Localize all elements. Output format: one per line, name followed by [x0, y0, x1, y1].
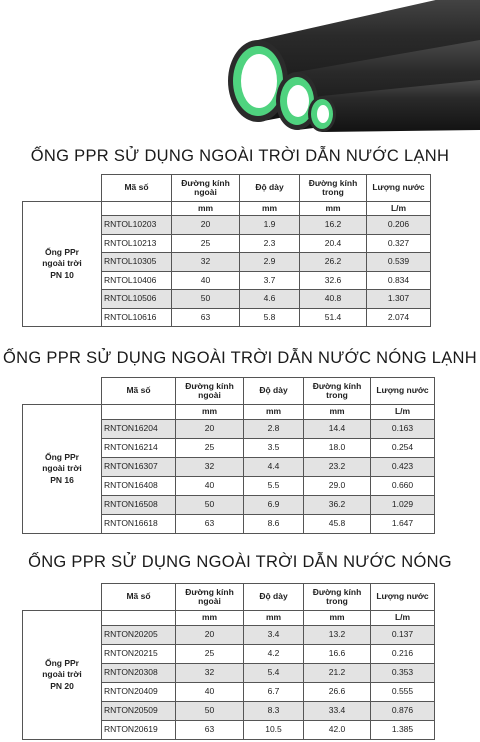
outer-diameter: 25	[172, 234, 240, 253]
inner-diameter: 20.4	[300, 234, 367, 253]
pipes-product-image	[0, 0, 480, 140]
outer-diameter: 50	[176, 702, 244, 721]
unit-cell: mm	[304, 405, 371, 420]
group-label-line: PN 20	[50, 680, 74, 691]
water-volume: 1.029	[371, 496, 435, 515]
column-header: Lượng nước	[371, 584, 435, 611]
group-label-line: ngoài trời	[42, 463, 82, 474]
group-label	[23, 405, 102, 534]
outer-diameter: 20	[176, 420, 244, 439]
outer-diameter: 20	[176, 626, 244, 645]
outer-diameter: 40	[176, 477, 244, 496]
water-volume: 0.206	[367, 216, 431, 235]
unit-cell: mm	[176, 405, 244, 420]
inner-diameter: 16.2	[300, 216, 367, 235]
inner-diameter: 32.6	[300, 271, 367, 290]
inner-diameter: 33.4	[304, 702, 371, 721]
outer-diameter: 40	[172, 271, 240, 290]
inner-diameter: 16.6	[304, 645, 371, 664]
unit-cell: L/m	[371, 405, 435, 420]
water-volume: 0.327	[367, 234, 431, 253]
product-code: RNTON16618	[102, 515, 176, 534]
section-title: ỐNG PPR SỬ DỤNG NGOÀI TRỜI DẪN NƯỚC NÓNG	[28, 553, 452, 571]
unit-cell: L/m	[371, 611, 435, 626]
column-header: Độ dày	[244, 378, 304, 405]
wall-thickness: 3.4	[244, 626, 304, 645]
unit-cell	[102, 405, 176, 420]
water-volume: 1.307	[367, 290, 431, 309]
water-volume: 0.216	[371, 645, 435, 664]
wall-thickness: 5.5	[244, 477, 304, 496]
column-header: Lượng nước	[371, 378, 435, 405]
wall-thickness: 3.7	[240, 271, 300, 290]
inner-diameter: 51.4	[300, 308, 367, 327]
group-label-line: PN 10	[50, 269, 74, 280]
spec-table	[22, 377, 435, 534]
product-code: RNTON16204	[102, 420, 176, 439]
outer-diameter: 32	[176, 458, 244, 477]
section-title: ỐNG PPR SỬ DỤNG NGOÀI TRỜI DẪN NƯỚC LẠNH	[30, 147, 450, 165]
product-code: RNTON20308	[102, 664, 176, 683]
column-header: Đường kính ngoài	[176, 584, 244, 611]
group-label-line: PN 16	[50, 474, 74, 485]
inner-diameter: 14.4	[304, 420, 371, 439]
wall-thickness: 6.7	[244, 683, 304, 702]
water-volume: 0.423	[371, 458, 435, 477]
inner-diameter: 36.2	[304, 496, 371, 515]
water-volume: 0.876	[371, 702, 435, 721]
group-label	[23, 202, 102, 327]
wall-thickness: 5.8	[240, 308, 300, 327]
wall-thickness: 10.5	[244, 721, 304, 740]
wall-thickness: 8.6	[244, 515, 304, 534]
column-header: Mã số	[102, 378, 176, 405]
outer-diameter: 25	[176, 645, 244, 664]
outer-diameter: 63	[176, 515, 244, 534]
inner-diameter: 23.2	[304, 458, 371, 477]
wall-thickness: 4.4	[244, 458, 304, 477]
group-label-line: ngoài trời	[42, 258, 82, 269]
unit-cell: mm	[240, 202, 300, 216]
outer-diameter: 32	[176, 664, 244, 683]
water-volume: 0.660	[371, 477, 435, 496]
group-label	[23, 611, 102, 740]
inner-diameter: 40.8	[300, 290, 367, 309]
unit-cell: mm	[244, 405, 304, 420]
water-volume: 0.555	[371, 683, 435, 702]
wall-thickness: 2.3	[240, 234, 300, 253]
spec-table	[22, 174, 431, 327]
column-header: Lượng nước	[367, 175, 431, 202]
column-header: Đường kính ngoài	[176, 378, 244, 405]
blank-cell	[23, 584, 102, 611]
product-code: RNTON20409	[102, 683, 176, 702]
product-code: RNTOL10406	[102, 271, 172, 290]
blank-cell	[23, 175, 102, 202]
inner-diameter: 42.0	[304, 721, 371, 740]
unit-cell: mm	[176, 611, 244, 626]
inner-diameter: 21.2	[304, 664, 371, 683]
water-volume: 1.647	[371, 515, 435, 534]
column-header: Đường kính trong	[304, 378, 371, 405]
unit-cell: mm	[300, 202, 367, 216]
inner-diameter: 26.2	[300, 253, 367, 272]
product-code: RNTON16408	[102, 477, 176, 496]
group-label-line: ngoài trời	[42, 669, 82, 680]
column-header: Đường kính trong	[304, 584, 371, 611]
column-header: Mã số	[102, 175, 172, 202]
outer-diameter: 50	[172, 290, 240, 309]
unit-cell: mm	[172, 202, 240, 216]
section-title: ỐNG PPR SỬ DỤNG NGOÀI TRỜI DẪN NƯỚC NÓNG LẠNH	[3, 349, 477, 367]
product-code: RNTON16508	[102, 496, 176, 515]
outer-diameter: 50	[176, 496, 244, 515]
column-header: Đường kính ngoài	[172, 175, 240, 202]
product-code: RNTOL10203	[102, 216, 172, 235]
product-code: RNTON16307	[102, 458, 176, 477]
wall-thickness: 8.3	[244, 702, 304, 721]
product-code: RNTOL10213	[102, 234, 172, 253]
product-code: RNTON20509	[102, 702, 176, 721]
wall-thickness: 3.5	[244, 439, 304, 458]
column-header: Đường kính trong	[300, 175, 367, 202]
wall-thickness: 1.9	[240, 216, 300, 235]
group-label-line: Ống PPr	[44, 657, 79, 668]
water-volume: 0.137	[371, 626, 435, 645]
water-volume: 1.385	[371, 721, 435, 740]
product-code: RNTON20205	[102, 626, 176, 645]
wall-thickness: 2.9	[240, 253, 300, 272]
column-header: Độ dày	[240, 175, 300, 202]
outer-diameter: 40	[176, 683, 244, 702]
water-volume: 0.163	[371, 420, 435, 439]
wall-thickness: 2.8	[244, 420, 304, 439]
unit-cell: mm	[244, 611, 304, 626]
inner-diameter: 29.0	[304, 477, 371, 496]
wall-thickness: 4.2	[244, 645, 304, 664]
outer-diameter: 63	[172, 308, 240, 327]
unit-cell	[102, 611, 176, 626]
wall-thickness: 5.4	[244, 664, 304, 683]
column-header: Độ dày	[244, 584, 304, 611]
water-volume: 2.074	[367, 308, 431, 327]
inner-diameter: 26.6	[304, 683, 371, 702]
column-header: Mã số	[102, 584, 176, 611]
blank-cell	[23, 378, 102, 405]
product-code: RNTON16214	[102, 439, 176, 458]
spec-table	[22, 583, 435, 740]
outer-diameter: 63	[176, 721, 244, 740]
outer-diameter: 20	[172, 216, 240, 235]
unit-cell: mm	[304, 611, 371, 626]
group-label-line: Ống PPr	[44, 246, 79, 257]
group-label-line: Ống PPr	[44, 451, 79, 462]
water-volume: 0.353	[371, 664, 435, 683]
unit-cell: L/m	[367, 202, 431, 216]
product-code: RNTOL10616	[102, 308, 172, 327]
product-code: RNTOL10305	[102, 253, 172, 272]
unit-cell	[102, 202, 172, 216]
water-volume: 0.254	[371, 439, 435, 458]
product-code: RNTOL10506	[102, 290, 172, 309]
wall-thickness: 4.6	[240, 290, 300, 309]
product-code: RNTON20619	[102, 721, 176, 740]
inner-diameter: 13.2	[304, 626, 371, 645]
outer-diameter: 32	[172, 253, 240, 272]
water-volume: 0.834	[367, 271, 431, 290]
wall-thickness: 6.9	[244, 496, 304, 515]
product-code: RNTON20215	[102, 645, 176, 664]
water-volume: 0.539	[367, 253, 431, 272]
inner-diameter: 18.0	[304, 439, 371, 458]
inner-diameter: 45.8	[304, 515, 371, 534]
outer-diameter: 25	[176, 439, 244, 458]
